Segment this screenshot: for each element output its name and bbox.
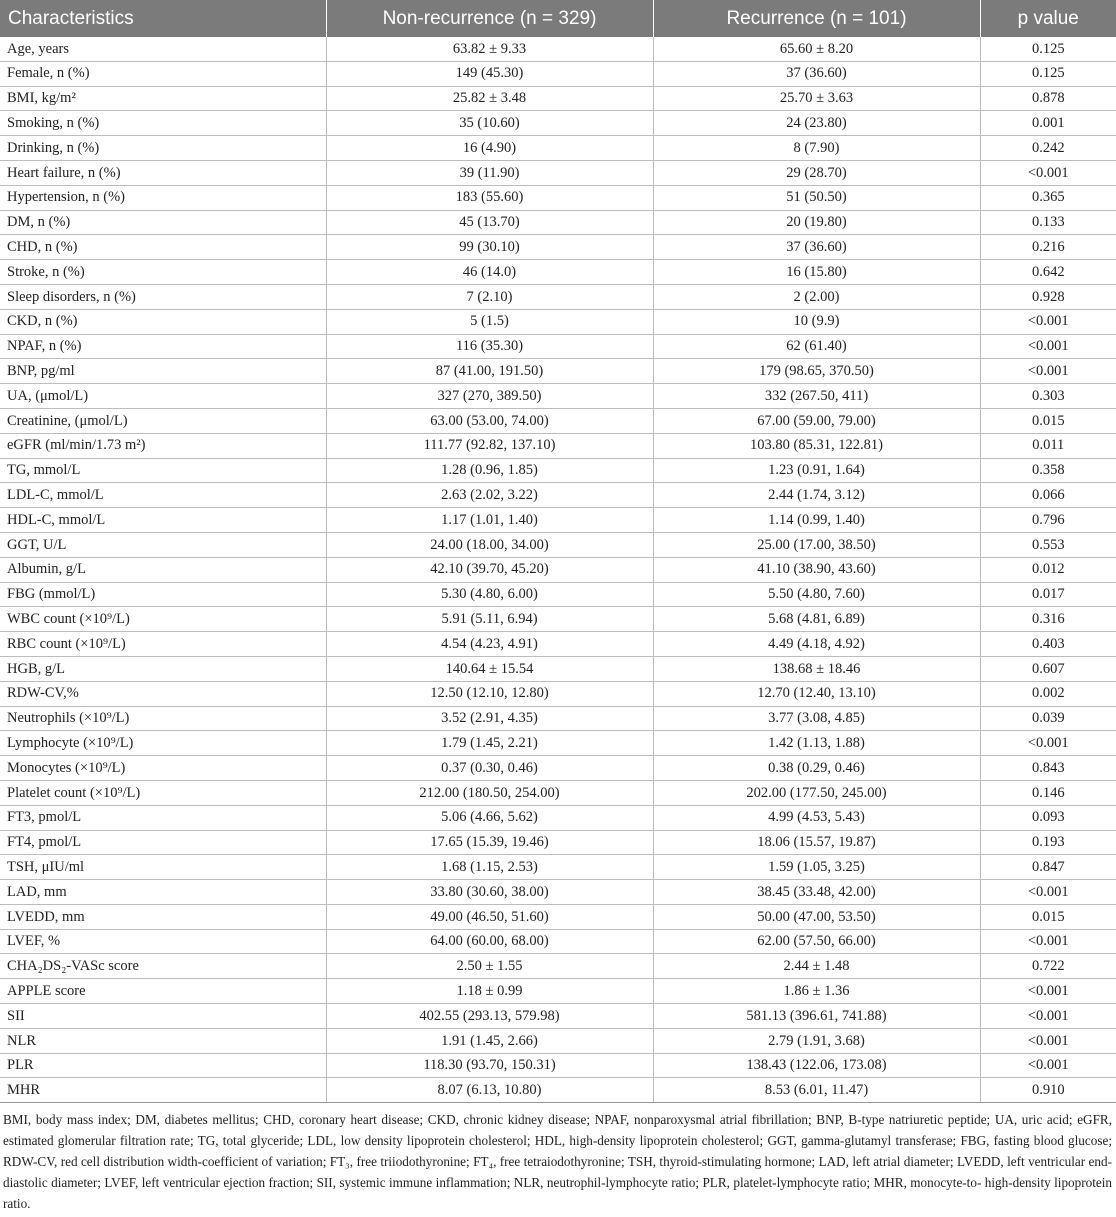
recurrence-value: 1.23 (0.91, 1.64): [653, 458, 980, 483]
table-row: [0, 111, 1116, 136]
table-row: [0, 433, 1116, 458]
non-recurrence-value: 2.63 (2.02, 3.22): [326, 483, 653, 508]
table-row: [0, 309, 1116, 334]
recurrence-value: 2.44 ± 1.48: [653, 954, 980, 979]
p-value: <0.001: [980, 334, 1116, 359]
p-value: 0.722: [980, 954, 1116, 979]
table-row: [0, 929, 1116, 954]
non-recurrence-value: 7 (2.10): [326, 284, 653, 309]
p-value: 0.066: [980, 483, 1116, 508]
recurrence-value: 67.00 (59.00, 79.00): [653, 408, 980, 433]
non-recurrence-value: 35 (10.60): [326, 111, 653, 136]
table-row: [0, 656, 1116, 681]
row-label: CHD, n (%): [0, 235, 326, 260]
non-recurrence-value: 5 (1.5): [326, 309, 653, 334]
row-label: NPAF, n (%): [0, 334, 326, 359]
table-row: [0, 235, 1116, 260]
non-recurrence-value: 212.00 (180.50, 254.00): [326, 780, 653, 805]
table-row: [0, 136, 1116, 161]
p-value: <0.001: [980, 160, 1116, 185]
non-recurrence-value: 183 (55.60): [326, 185, 653, 210]
recurrence-value: 202.00 (177.50, 245.00): [653, 780, 980, 805]
recurrence-value: 62 (61.40): [653, 334, 980, 359]
table-row: [0, 508, 1116, 533]
p-value: 0.125: [980, 37, 1116, 61]
recurrence-value: 1.14 (0.99, 1.40): [653, 508, 980, 533]
recurrence-value: 18.06 (15.57, 19.87): [653, 830, 980, 855]
table-row: [0, 1028, 1116, 1053]
row-label: LDL-C, mmol/L: [0, 483, 326, 508]
row-label: Smoking, n (%): [0, 111, 326, 136]
table-row: [0, 86, 1116, 111]
row-label: NLR: [0, 1028, 326, 1053]
table-row: [0, 557, 1116, 582]
recurrence-value: 2.44 (1.74, 3.12): [653, 483, 980, 508]
table-row: [0, 458, 1116, 483]
non-recurrence-value: 116 (35.30): [326, 334, 653, 359]
row-label: BMI, kg/m²: [0, 86, 326, 111]
row-label: Stroke, n (%): [0, 260, 326, 285]
row-label: Hypertension, n (%): [0, 185, 326, 210]
table-row: [0, 731, 1116, 756]
non-recurrence-value: 118.30 (93.70, 150.31): [326, 1053, 653, 1078]
non-recurrence-value: 0.37 (0.30, 0.46): [326, 756, 653, 781]
p-value: 0.303: [980, 384, 1116, 409]
recurrence-value: 4.99 (4.53, 5.43): [653, 805, 980, 830]
table-row: [0, 1078, 1116, 1103]
recurrence-value: 5.68 (4.81, 6.89): [653, 607, 980, 632]
row-label: Heart failure, n (%): [0, 160, 326, 185]
p-value: <0.001: [980, 359, 1116, 384]
non-recurrence-value: 64.00 (60.00, 68.00): [326, 929, 653, 954]
p-value: 0.553: [980, 532, 1116, 557]
p-value: 0.015: [980, 904, 1116, 929]
row-label: Creatinine, (μmol/L): [0, 408, 326, 433]
table-row: [0, 706, 1116, 731]
non-recurrence-value: 12.50 (12.10, 12.80): [326, 681, 653, 706]
non-recurrence-value: 5.30 (4.80, 6.00): [326, 582, 653, 607]
recurrence-value: 4.49 (4.18, 4.92): [653, 632, 980, 657]
row-label: Monocytes (×10⁹/L): [0, 756, 326, 781]
table-row: [0, 855, 1116, 880]
non-recurrence-value: 63.00 (53.00, 74.00): [326, 408, 653, 433]
p-value: 0.607: [980, 656, 1116, 681]
recurrence-value: 1.86 ± 1.36: [653, 979, 980, 1004]
p-value: 0.796: [980, 508, 1116, 533]
recurrence-value: 138.68 ± 18.46: [653, 656, 980, 681]
table-row: [0, 954, 1116, 979]
row-label: DM, n (%): [0, 210, 326, 235]
recurrence-value: 50.00 (47.00, 53.50): [653, 904, 980, 929]
p-value: 0.216: [980, 235, 1116, 260]
p-value: <0.001: [980, 1004, 1116, 1029]
table-body: [0, 37, 1116, 1103]
header-row: [0, 0, 1116, 37]
row-label: LAD, mm: [0, 880, 326, 905]
row-label: eGFR (ml/min/1.73 m²): [0, 433, 326, 458]
recurrence-value: 2 (2.00): [653, 284, 980, 309]
recurrence-value: 8.53 (6.01, 11.47): [653, 1078, 980, 1103]
non-recurrence-value: 5.91 (5.11, 6.94): [326, 607, 653, 632]
p-value: <0.001: [980, 1028, 1116, 1053]
row-label: RDW-CV,%: [0, 681, 326, 706]
header-non-recurrence: Non-recurrence (n = 329): [326, 0, 653, 37]
p-value: 0.011: [980, 433, 1116, 458]
recurrence-value: 179 (98.65, 370.50): [653, 359, 980, 384]
non-recurrence-value: 16 (4.90): [326, 136, 653, 161]
table-row: [0, 185, 1116, 210]
recurrence-value: 37 (36.60): [653, 235, 980, 260]
recurrence-value: 25.70 ± 3.63: [653, 86, 980, 111]
recurrence-value: 16 (15.80): [653, 260, 980, 285]
recurrence-value: 12.70 (12.40, 13.10): [653, 681, 980, 706]
table-row: [0, 756, 1116, 781]
p-value: 0.878: [980, 86, 1116, 111]
row-label: MHR: [0, 1078, 326, 1103]
table-row: [0, 780, 1116, 805]
row-label: PLR: [0, 1053, 326, 1078]
non-recurrence-value: 4.54 (4.23, 4.91): [326, 632, 653, 657]
row-label: LVEF, %: [0, 929, 326, 954]
recurrence-value: 1.59 (1.05, 3.25): [653, 855, 980, 880]
non-recurrence-value: 1.17 (1.01, 1.40): [326, 508, 653, 533]
row-label: CKD, n (%): [0, 309, 326, 334]
recurrence-value: 62.00 (57.50, 66.00): [653, 929, 980, 954]
row-label: CHA₂DS₂-VASc score: [0, 954, 326, 979]
row-label: Neutrophils (×10⁹/L): [0, 706, 326, 731]
p-value: <0.001: [980, 309, 1116, 334]
table-row: [0, 37, 1116, 61]
table-row: [0, 210, 1116, 235]
row-label: HGB, g/L: [0, 656, 326, 681]
table-row: [0, 830, 1116, 855]
non-recurrence-value: 402.55 (293.13, 579.98): [326, 1004, 653, 1029]
recurrence-value: 24 (23.80): [653, 111, 980, 136]
p-value: 0.358: [980, 458, 1116, 483]
table-row: [0, 880, 1116, 905]
non-recurrence-value: 45 (13.70): [326, 210, 653, 235]
table-row: [0, 160, 1116, 185]
row-label: WBC count (×10⁹/L): [0, 607, 326, 632]
row-label: Albumin, g/L: [0, 557, 326, 582]
row-label: Age, years: [0, 37, 326, 61]
recurrence-value: 51 (50.50): [653, 185, 980, 210]
non-recurrence-value: 2.50 ± 1.55: [326, 954, 653, 979]
row-label: BNP, pg/ml: [0, 359, 326, 384]
row-label: APPLE score: [0, 979, 326, 1004]
recurrence-value: 332 (267.50, 411): [653, 384, 980, 409]
non-recurrence-value: 42.10 (39.70, 45.20): [326, 557, 653, 582]
row-label: Drinking, n (%): [0, 136, 326, 161]
row-label: HDL-C, mmol/L: [0, 508, 326, 533]
table-row: [0, 260, 1116, 285]
non-recurrence-value: 17.65 (15.39, 19.46): [326, 830, 653, 855]
non-recurrence-value: 87 (41.00, 191.50): [326, 359, 653, 384]
recurrence-value: 10 (9.9): [653, 309, 980, 334]
non-recurrence-value: 24.00 (18.00, 34.00): [326, 532, 653, 557]
row-label: FBG (mmol/L): [0, 582, 326, 607]
recurrence-value: 37 (36.60): [653, 61, 980, 86]
non-recurrence-value: 46 (14.0): [326, 260, 653, 285]
p-value: 0.093: [980, 805, 1116, 830]
table-row: [0, 681, 1116, 706]
non-recurrence-value: 5.06 (4.66, 5.62): [326, 805, 653, 830]
p-value: <0.001: [980, 979, 1116, 1004]
p-value: 0.642: [980, 260, 1116, 285]
recurrence-value: 41.10 (38.90, 43.60): [653, 557, 980, 582]
row-label: GGT, U/L: [0, 532, 326, 557]
non-recurrence-value: 1.18 ± 0.99: [326, 979, 653, 1004]
recurrence-value: 38.45 (33.48, 42.00): [653, 880, 980, 905]
p-value: 0.910: [980, 1078, 1116, 1103]
p-value: <0.001: [980, 929, 1116, 954]
recurrence-value: 65.60 ± 8.20: [653, 37, 980, 61]
non-recurrence-value: 327 (270, 389.50): [326, 384, 653, 409]
non-recurrence-value: 1.28 (0.96, 1.85): [326, 458, 653, 483]
recurrence-value: 581.13 (396.61, 741.88): [653, 1004, 980, 1029]
non-recurrence-value: 3.52 (2.91, 4.35): [326, 706, 653, 731]
recurrence-value: 25.00 (17.00, 38.50): [653, 532, 980, 557]
row-label: FT4, pmol/L: [0, 830, 326, 855]
row-label: TSH, μIU/ml: [0, 855, 326, 880]
recurrence-value: 103.80 (85.31, 122.81): [653, 433, 980, 458]
p-value: 0.125: [980, 61, 1116, 86]
p-value: 0.847: [980, 855, 1116, 880]
row-label: SII: [0, 1004, 326, 1029]
row-label: Female, n (%): [0, 61, 326, 86]
non-recurrence-value: 49.00 (46.50, 51.60): [326, 904, 653, 929]
row-label: RBC count (×10⁹/L): [0, 632, 326, 657]
row-label: FT3, pmol/L: [0, 805, 326, 830]
table-row: [0, 334, 1116, 359]
non-recurrence-value: 99 (30.10): [326, 235, 653, 260]
row-label: LVEDD, mm: [0, 904, 326, 929]
p-value: 0.316: [980, 607, 1116, 632]
table-row: [0, 532, 1116, 557]
row-label: TG, mmol/L: [0, 458, 326, 483]
non-recurrence-value: 25.82 ± 3.48: [326, 86, 653, 111]
non-recurrence-value: 39 (11.90): [326, 160, 653, 185]
table-row: [0, 582, 1116, 607]
p-value: 0.039: [980, 706, 1116, 731]
non-recurrence-value: 111.77 (92.82, 137.10): [326, 433, 653, 458]
table-row: [0, 805, 1116, 830]
table-row: [0, 359, 1116, 384]
header-recurrence: Recurrence (n = 101): [653, 0, 980, 37]
recurrence-value: 3.77 (3.08, 4.85): [653, 706, 980, 731]
p-value: 0.403: [980, 632, 1116, 657]
table-row: [0, 61, 1116, 86]
table-row: [0, 284, 1116, 309]
p-value: 0.012: [980, 557, 1116, 582]
p-value: 0.365: [980, 185, 1116, 210]
recurrence-value: 2.79 (1.91, 3.68): [653, 1028, 980, 1053]
non-recurrence-value: 140.64 ± 15.54: [326, 656, 653, 681]
recurrence-value: 8 (7.90): [653, 136, 980, 161]
p-value: <0.001: [980, 1053, 1116, 1078]
recurrence-value: 0.38 (0.29, 0.46): [653, 756, 980, 781]
p-value: 0.017: [980, 582, 1116, 607]
table-row: [0, 1053, 1116, 1078]
recurrence-value: 1.42 (1.13, 1.88): [653, 731, 980, 756]
recurrence-value: 29 (28.70): [653, 160, 980, 185]
table-row: [0, 904, 1116, 929]
table-row: [0, 408, 1116, 433]
recurrence-value: 20 (19.80): [653, 210, 980, 235]
recurrence-value: 138.43 (122.06, 173.08): [653, 1053, 980, 1078]
table-row: [0, 632, 1116, 657]
table-footnote: BMI, body mass index; DM, diabetes mellitus; CHD, coronary heart disease; CKD, chronic kidney disease; NPAF, nonparoxysmal atrial fibrillation; BNP, B-type natriuretic peptide; UA, uric acid; eGFR, estimated glomerular filtration rate; TG, total glyceride; LDL, low density lipoprotein cholesterol; HDL, high-density lipoprotein cholesterol; GGT, gamma-glutamyl transferase; FBG, fasting blood glucose; RDW-CV, red cell distribution width-coefficient of variation; FT₃, free triiodothyronine; FT₄, free tetraiodothyronine; TSH, thyroid-stimulating hormone; LAD, left atrial diameter; LVEDD, left ventricular end-diastolic diameter; LVEF, left ventricular ejection fraction; SII, systemic immune inflammation; NLR, neutrophil-lymphocyte ratio; PLR, platelet-lymphocyte ratio; MHR, monocyte-to- high-density lipoprotein ratio.: [3, 1112, 1112, 1212]
non-recurrence-value: 33.80 (30.60, 38.00): [326, 880, 653, 905]
non-recurrence-value: 63.82 ± 9.33: [326, 37, 653, 61]
p-value: 0.193: [980, 830, 1116, 855]
table-row: [0, 979, 1116, 1004]
row-label: Platelet count (×10⁹/L): [0, 780, 326, 805]
non-recurrence-value: 1.68 (1.15, 2.53): [326, 855, 653, 880]
non-recurrence-value: 8.07 (6.13, 10.80): [326, 1078, 653, 1103]
table-row: [0, 607, 1116, 632]
p-value: 0.015: [980, 408, 1116, 433]
p-value: 0.146: [980, 780, 1116, 805]
p-value: 0.843: [980, 756, 1116, 781]
non-recurrence-value: 1.79 (1.45, 2.21): [326, 731, 653, 756]
table-row: [0, 483, 1116, 508]
table-row: [0, 384, 1116, 409]
p-value: 0.002: [980, 681, 1116, 706]
p-value: <0.001: [980, 880, 1116, 905]
row-label: Lymphocyte (×10⁹/L): [0, 731, 326, 756]
non-recurrence-value: 1.91 (1.45, 2.66): [326, 1028, 653, 1053]
header-characteristics: Characteristics: [0, 0, 326, 37]
non-recurrence-value: 149 (45.30): [326, 61, 653, 86]
row-label: Sleep disorders, n (%): [0, 284, 326, 309]
p-value: 0.928: [980, 284, 1116, 309]
p-value: 0.001: [980, 111, 1116, 136]
p-value: 0.133: [980, 210, 1116, 235]
row-label: UA, (μmol/L): [0, 384, 326, 409]
p-value: <0.001: [980, 731, 1116, 756]
header-p-value: p value: [980, 0, 1116, 37]
p-value: 0.242: [980, 136, 1116, 161]
recurrence-value: 5.50 (4.80, 7.60): [653, 582, 980, 607]
table-row: [0, 1004, 1116, 1029]
